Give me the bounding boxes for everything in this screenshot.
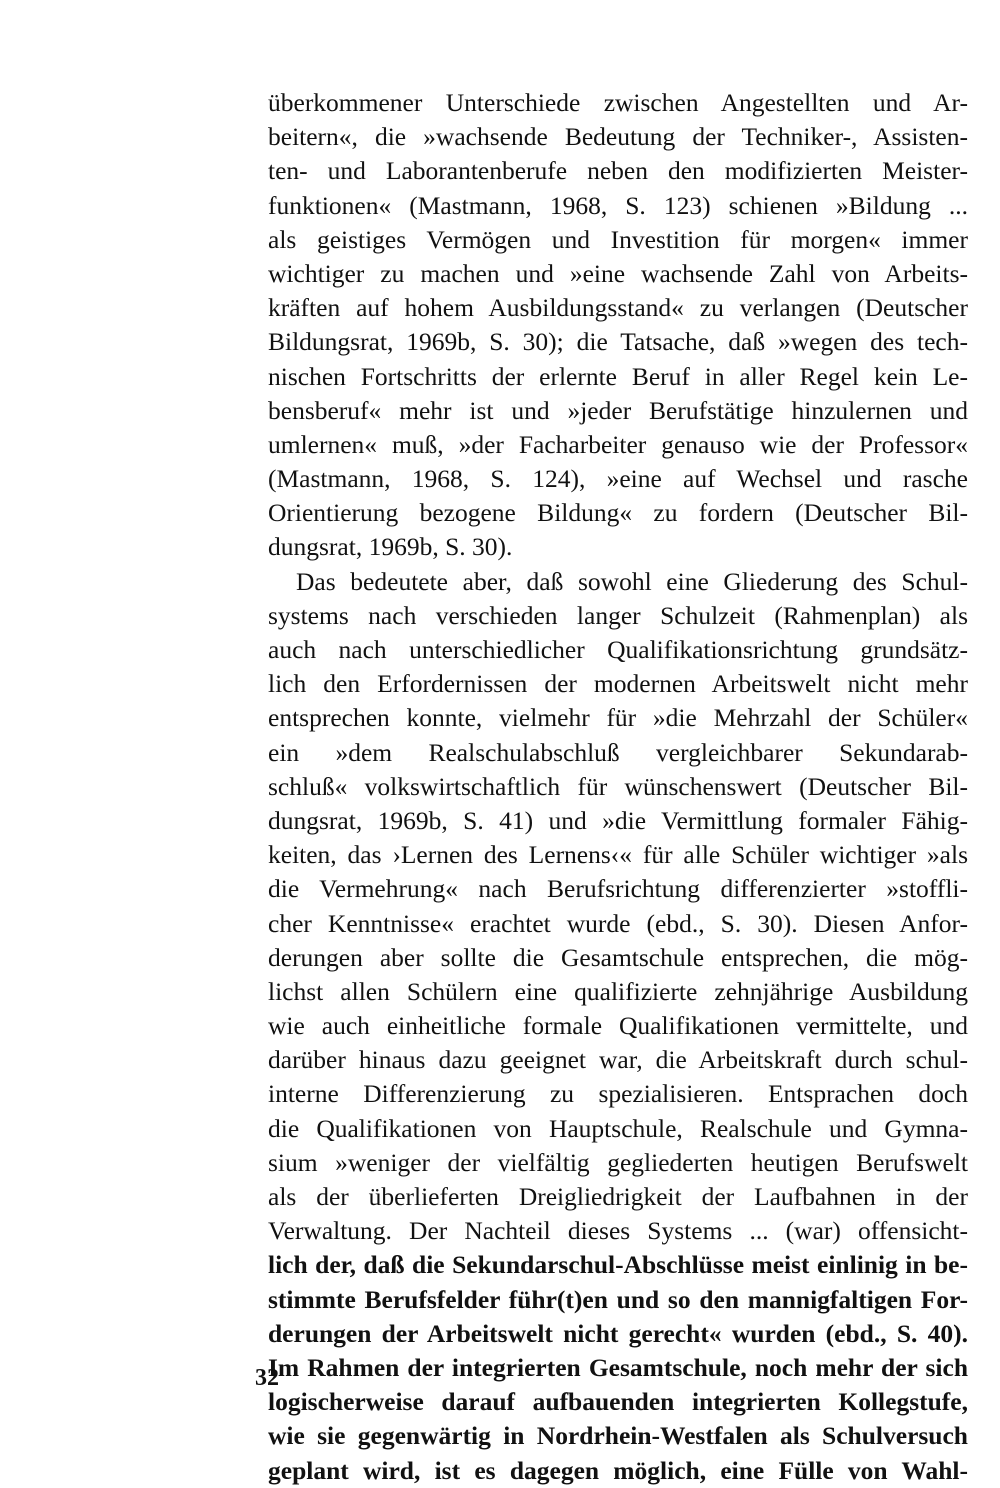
text-line: entsprechen konnte, vielmehr für »die Mehrzahl der Schüler« xyxy=(268,703,968,733)
text-line: beitern«, die »wachsende Bedeutung der Techniker-, Assisten- xyxy=(268,122,968,152)
text-line: stimmte Berufsfelder führ(t)en und so den mannigfaltigen For- xyxy=(268,1284,968,1314)
text-line: interne Differenzierung zu spezialisieren. Entsprachen doch xyxy=(268,1079,968,1109)
text-line: derungen aber sollte die Gesamtschule entsprechen, die mög- xyxy=(268,942,968,972)
text-line: wie sie gegenwärtig in Nordrhein-Westfalen als Schulversuch xyxy=(268,1421,968,1451)
text-line: umlernen« muß, »der Facharbeiter genauso wie der Professor« xyxy=(268,429,968,459)
text-line: funktionen« (Mastmann, 1968, S. 123) schienen »Bildung ... xyxy=(268,190,968,220)
text-line: die Vermehrung« nach Berufsrichtung differenzierter »stoffli- xyxy=(268,874,968,904)
text-line: keiten, das ›Lernen des Lernens‹« für alle Schüler wichtiger »als xyxy=(268,840,968,870)
body-text xyxy=(268,86,968,1488)
text-line: Im Rahmen der integrierten Gesamtschule, noch mehr der sich xyxy=(268,1352,968,1382)
text-line: Bildungsrat, 1969b, S. 30); die Tatsache, daß »wegen des tech- xyxy=(268,327,968,357)
text-line: als der überlieferten Dreigliedrigkeit der Laufbahnen in der xyxy=(268,1182,968,1211)
text-line: derungen der Arbeitswelt nicht gerecht« wurden (ebd., S. 40). xyxy=(268,1318,968,1348)
text-line: bensberuf« mehr ist und »jeder Berufstätige hinzulernen und xyxy=(268,395,968,425)
text-line: dungsrat, 1969b, S. 30). xyxy=(268,532,513,562)
text-line: schluß« volkswirtschaftlich für wünschenswert (Deutscher Bil- xyxy=(268,771,968,801)
text-line: lich der, daß die Sekundarschul-Abschlüsse meist einlinig in be- xyxy=(268,1250,968,1280)
text-line: logischerweise darauf aufbauenden integrierten Kollegstufe, xyxy=(268,1387,968,1417)
text-line: Das bedeutete aber, daß sowohl eine Gliederung des Schul- xyxy=(296,566,968,596)
text-line: sium »weniger der vielfältig gegliederten heutigen Berufswelt xyxy=(268,1147,968,1177)
paragraph-2 xyxy=(268,565,968,1488)
text-line: darüber hinaus dazu geeignet war, die Arbeitskraft durch schul- xyxy=(268,1045,968,1075)
paragraph-1 xyxy=(268,86,968,565)
text-line: wie auch einheitliche formale Qualifikationen vermittelte, und xyxy=(268,1011,968,1041)
text-line: kräften auf hohem Ausbildungsstand« zu verlangen (Deutscher xyxy=(268,293,968,323)
text-line: nischen Fortschritts der erlernte Beruf in aller Regel kein Le- xyxy=(268,361,968,391)
text-line: Verwaltung. Der Nachteil dieses Systems ... (war) offensicht- xyxy=(268,1216,968,1246)
text-line: dungsrat, 1969b, S. 41) und »die Vermittlung formaler Fähig- xyxy=(268,805,968,835)
text-line: (Mastmann, 1968, S. 124), »eine auf Wechsel und rasche xyxy=(268,464,968,494)
text-line: geplant wird, ist es dagegen möglich, eine Fülle von Wahl- xyxy=(268,1455,968,1485)
text-line: ein »dem Realschulabschluß vergleichbarer Sekundarab- xyxy=(268,737,968,767)
text-line: wichtiger zu machen und »eine wachsende Zahl von Arbeits- xyxy=(268,258,968,288)
text-line: systems nach verschieden langer Schulzeit (Rahmenplan) als xyxy=(268,600,968,630)
text-line: die Qualifikationen von Hauptschule, Realschule und Gymna- xyxy=(268,1113,968,1143)
text-line: auch nach unterschiedlicher Qualifikationsrichtung grundsätz- xyxy=(268,635,968,664)
text-line: cher Kenntnisse« erachtet wurde (ebd., S. 30). Diesen Anfor- xyxy=(268,908,968,938)
page-number: 32 xyxy=(255,1365,279,1391)
text-line: lich den Erfordernissen der modernen Arbeitswelt nicht mehr xyxy=(268,669,968,699)
text-line: als geistiges Vermögen und Investition für morgen« immer xyxy=(268,224,968,254)
text-line: überkommener Unterschiede zwischen Angestellten und Ar- xyxy=(268,88,968,117)
text-line: lichst allen Schülern eine qualifizierte zehnjährige Ausbildung xyxy=(268,976,968,1006)
text-line: Orientierung bezogene Bildung« zu fordern (Deutscher Bil- xyxy=(268,498,968,528)
text-line: ten- und Laborantenberufe neben den modifizierten Meister- xyxy=(268,156,968,186)
